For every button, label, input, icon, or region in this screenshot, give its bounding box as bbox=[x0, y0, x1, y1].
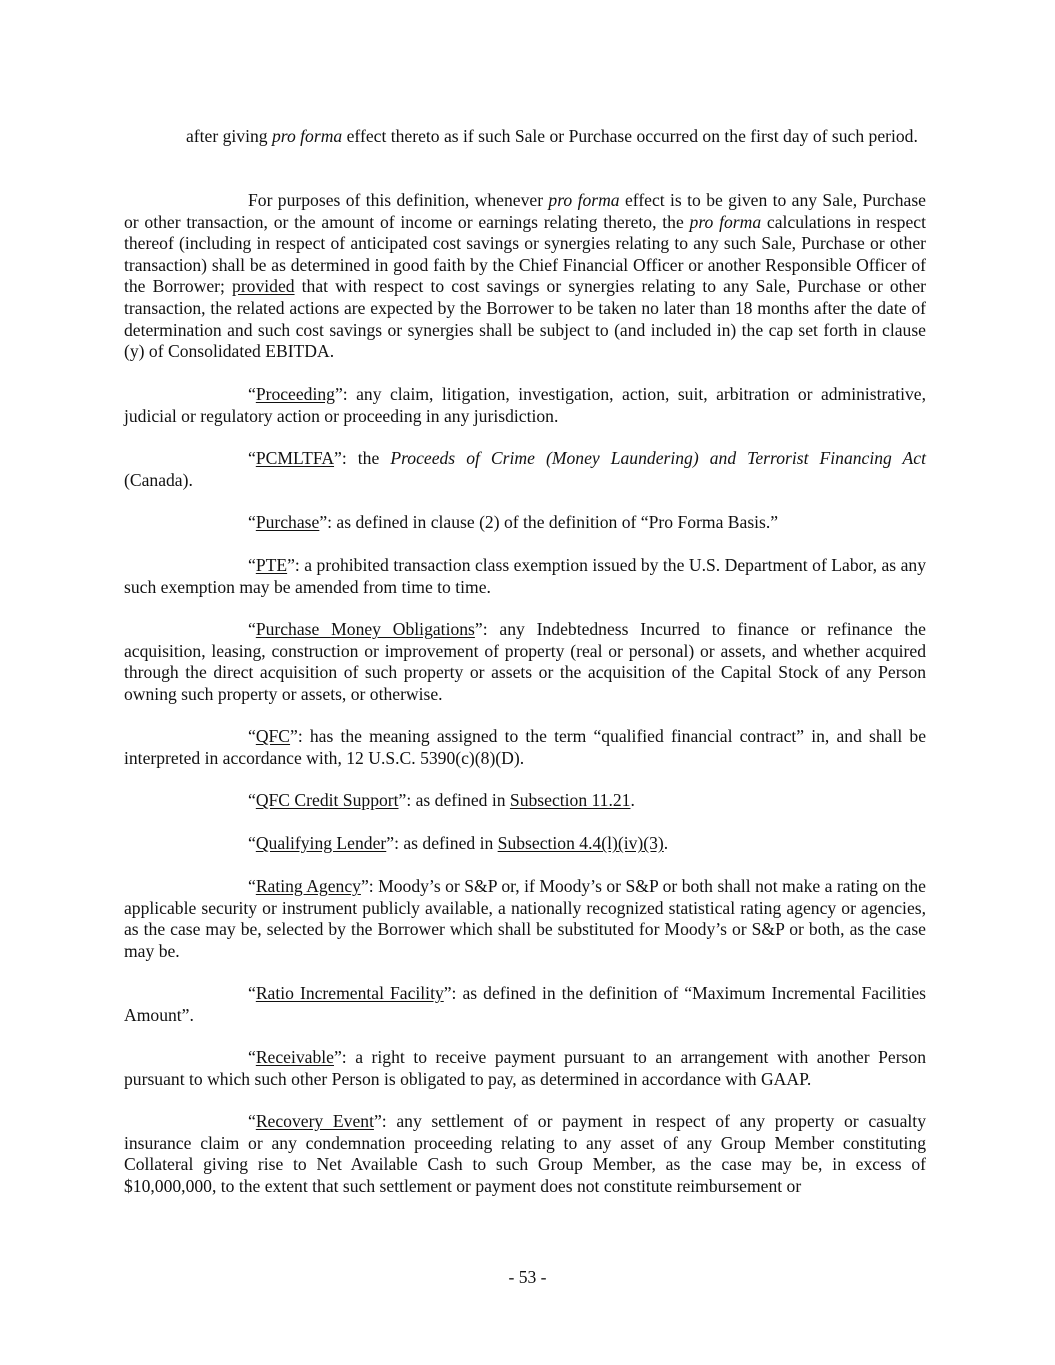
body-text: “ bbox=[248, 876, 256, 896]
body-text: “ bbox=[248, 1047, 256, 1067]
definition-paragraph bbox=[124, 726, 926, 769]
defined-term: Proceeding bbox=[255, 384, 335, 404]
defined-term: Purchase bbox=[255, 512, 320, 532]
defined-term: provided bbox=[232, 276, 295, 297]
defined-term: PCMLTFA bbox=[255, 448, 335, 468]
body-text: “ bbox=[248, 983, 256, 1003]
body-text: ”: as defined in clause (2) of the definition of “Pro Forma Basis.” bbox=[319, 512, 779, 532]
definition-paragraph bbox=[124, 619, 926, 705]
body-text: “ bbox=[248, 555, 256, 575]
body-text: effect thereto as if such Sale or Purchase occurred on the first day of such period. bbox=[342, 126, 918, 146]
body-text: “ bbox=[248, 1111, 256, 1131]
page-number: - 53 - bbox=[508, 1267, 547, 1287]
continuation-paragraph bbox=[186, 126, 926, 148]
body-text: For purposes of this definition, whenever bbox=[248, 190, 549, 210]
body-text: ”: as defined in bbox=[398, 790, 510, 810]
body-text: (Canada). bbox=[124, 469, 193, 490]
body-text: . bbox=[663, 833, 669, 853]
body-text: “ bbox=[248, 448, 256, 468]
body-text: ”: Moody’s or S&P or, if Moody’s or S&P or both shall not make a rating on the applicable security or instrument publicly available, a nationally recognized statistical rating agency or agencies, as the case may be, selected by the Borrower which shall be substituted for Moody’s or S&P or both, as the case may be. bbox=[124, 876, 926, 961]
body-text: “ bbox=[248, 790, 256, 810]
body-text: ”: has the meaning assigned to the term “qualified financial contract” in, and shall be interpreted in accordance with, 12 U.S.C. 5390(c)(8)(D). bbox=[124, 726, 926, 768]
italic-text: Proceeds of Crime (Money Laundering) and Terrorist Financing Act bbox=[390, 448, 926, 468]
body-text: calculations in respect thereof (including in respect of anticipated cost savings or synergies relating to any such Sale, Purchase or other transaction) shall be as determined in good faith by the Chief Financial Officer or another Responsible Officer of the Borrower; bbox=[124, 211, 926, 297]
body-text: ”: any Indebtedness Incurred to finance or refinance the acquisition, leasing, construction or improvement of property (real or personal) or assets, and whether acquired through the direct acquisition of such property or assets or the acquisition of the Capital Stock of any Person owning such property or assets, or otherwise. bbox=[124, 619, 926, 704]
body-text: . bbox=[630, 790, 635, 810]
body-text: “ bbox=[248, 512, 256, 532]
defined-term: Ratio Incremental Facility bbox=[255, 983, 444, 1003]
body-text: ”: as defined in the definition of “Maximum Incremental Facilities Amount”. bbox=[124, 983, 926, 1025]
defined-term: QFC bbox=[255, 726, 291, 746]
defined-term: Rating Agency bbox=[255, 876, 361, 896]
defined-term: Qualifying Lender bbox=[255, 833, 387, 853]
body-text: ”: any settlement of or payment in respect of any property or casualty insurance claim or any condemnation proceeding relating to any asset of any Group Member constituting Collateral giving rise to Net Available Cash to such Group Member, as the case may be, in excess of $10,000,000, to the extent that such settlement or payment does not constitute reimbursement or bbox=[124, 1111, 926, 1196]
definition-paragraph bbox=[124, 384, 926, 427]
defined-term: Subsection 4.4(l)(iv)(3) bbox=[497, 833, 664, 853]
body-text: effect is to be given to any Sale, Purchase or other transaction, or the amount of income or earnings relating thereto, the bbox=[124, 190, 926, 232]
defined-term: Receivable bbox=[255, 1047, 334, 1067]
definition-paragraph bbox=[124, 983, 926, 1026]
body-text: “ bbox=[248, 726, 256, 746]
defined-term: PTE bbox=[255, 555, 288, 575]
defined-term: Subsection 11.21 bbox=[509, 790, 631, 810]
body-text: ”: the bbox=[334, 448, 391, 468]
definition-paragraph bbox=[124, 876, 926, 962]
body-text: “ bbox=[248, 384, 256, 404]
body-text: after giving bbox=[186, 126, 272, 146]
definition-paragraph bbox=[124, 190, 926, 363]
italic-text: pro forma bbox=[548, 190, 620, 210]
definition-paragraph bbox=[124, 1111, 926, 1197]
body-text: ”: a prohibited transaction class exemption issued by the U.S. Department of Labor, as any such exemption may be amended from time to time. bbox=[124, 555, 926, 597]
italic-text: pro forma bbox=[271, 126, 343, 146]
defined-term: Purchase Money Obligations bbox=[255, 619, 475, 639]
definition-paragraph bbox=[124, 790, 926, 812]
body-text: ”: any claim, litigation, investigation, action, suit, arbitration or administrative, judicial or regulatory action or proceeding in any jurisdiction. bbox=[124, 384, 926, 426]
defined-term: QFC Credit Support bbox=[255, 790, 399, 810]
body-text: ”: a right to receive payment pursuant to an arrangement with another Person pursuant to which such other Person is obligated to pay, as determined in accordance with GAAP. bbox=[124, 1047, 926, 1089]
body-text: that with respect to cost savings or synergies relating to any Sale, Purchase or other transaction, the related actions are expected by the Borrower to be taken no later than 18 months after the date of determination and such cost savings or synergies shall be subject to (and included in) the cap set forth in clause (y) of Consolidated EBITDA. bbox=[124, 276, 926, 362]
body-text: ”: as defined in bbox=[386, 833, 498, 853]
definition-paragraph bbox=[124, 512, 926, 534]
italic-text: pro forma bbox=[689, 211, 762, 232]
body-text: “ bbox=[248, 833, 256, 853]
defined-term: Recovery Event bbox=[255, 1111, 374, 1131]
definition-paragraph bbox=[124, 833, 926, 855]
definition-paragraph bbox=[124, 555, 926, 598]
body-text: “ bbox=[248, 619, 256, 639]
definition-paragraph bbox=[124, 1047, 926, 1090]
definition-paragraph bbox=[124, 448, 926, 491]
